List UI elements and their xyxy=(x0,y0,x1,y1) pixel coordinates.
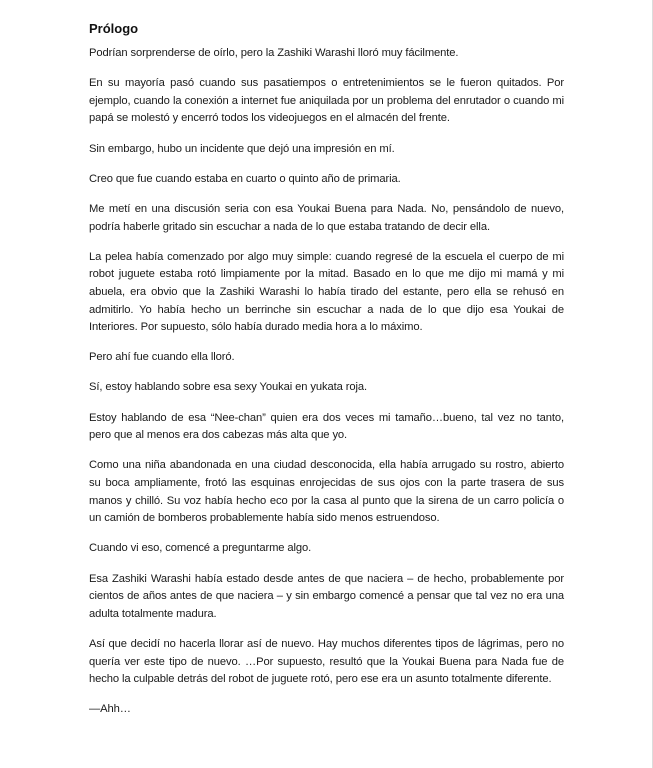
paragraph-11: Cuando vi eso, comencé a preguntarme algo. xyxy=(89,542,312,555)
paragraph-13: Así que decidí no hacerla llorar así de nuevo. Hay muchos diferentes tipos de lágrimas, pero no quería ver este tipo de nuevo. …Por supuesto, resultó que la Youkai Buena para Nada fue de hecho la culpable detrás del robot de juguete rotó, pero ese era un asunto totalmente diferente. xyxy=(89,637,564,686)
paragraph-1: Podrían sorprenderse de oírlo, pero la Zashiki Warashi lloró muy fácilmente. xyxy=(89,47,459,59)
paragraph-7: Pero ahí fue cuando ella lloró. xyxy=(89,351,235,364)
paragraph-6: La pelea había comenzado por algo muy simple: cuando regresé de la escuela el cuerpo de mi robot juguete estaba rotó limpiamente por la mitad. Basado en lo que me dijo mi mamá y mi abuela, era obvio que la Zashiki Warashi lo había tirado del estante, pero ella se rehusó en admitirlo. Yo había hecho un berrinche sin escuchar a nada de lo que dijo esa Youkai de Interiores. Por supuesto, sólo había durado media hora a lo máximo. xyxy=(89,250,564,334)
chapter-title: Prólogo xyxy=(89,21,139,36)
paragraph-14: —Ahh… xyxy=(89,703,131,716)
paragraph-12: Esa Zashiki Warashi había estado desde antes de que naciera – de hecho, probablemente por cientos de años antes de que naciera – y sin embargo comencé a pensar que tal vez no era una adulta totalmente madura. xyxy=(89,572,564,620)
paragraph-10: Como una niña abandonada en una ciudad desconocida, ella había arrugado su rostro, abierto su boca ampliamente, frotó las esquinas enrojecidas de sus ojos con la parte trasera de sus manos y chilló. Su voz había hecho eco por la casa al punto que la sirena de un carro policía o un camión de bomberos probablemente había sido menos estruendoso. xyxy=(89,459,564,525)
paragraph-2: En su mayoría pasó cuando sus pasatiempos o entretenimientos se le fueron quitados. Por ejemplo, cuando la conexión a internet fue aniquilada por un problema del enrutador o cuando mi papá se molestó y encerró todos los videojuegos en el almacén del frente. xyxy=(89,77,564,125)
paragraph-4: Creo que fue cuando estaba en cuarto o quinto año de primaria. xyxy=(89,172,401,185)
paragraph-5: Me metí en una discusión seria con esa Youkai Buena para Nada. No, pensándolo de nuevo, podría haberle gritado sin escuchar a nada de lo que estaba tratando de decir ella. xyxy=(89,202,564,233)
document-body xyxy=(89,20,564,732)
paragraph-3: Sin embargo, hubo un incidente que dejó una impresión en mí. xyxy=(89,142,395,155)
paragraph-9: Estoy hablando de esa “Nee-chan” quien era dos veces mi tamaño…bueno, tal vez no tanto, pero que al menos era dos cabezas más alta que yo. xyxy=(89,411,564,442)
paragraph-8: Sí, estoy hablando sobre esa sexy Youkai en yukata roja. xyxy=(89,381,368,394)
